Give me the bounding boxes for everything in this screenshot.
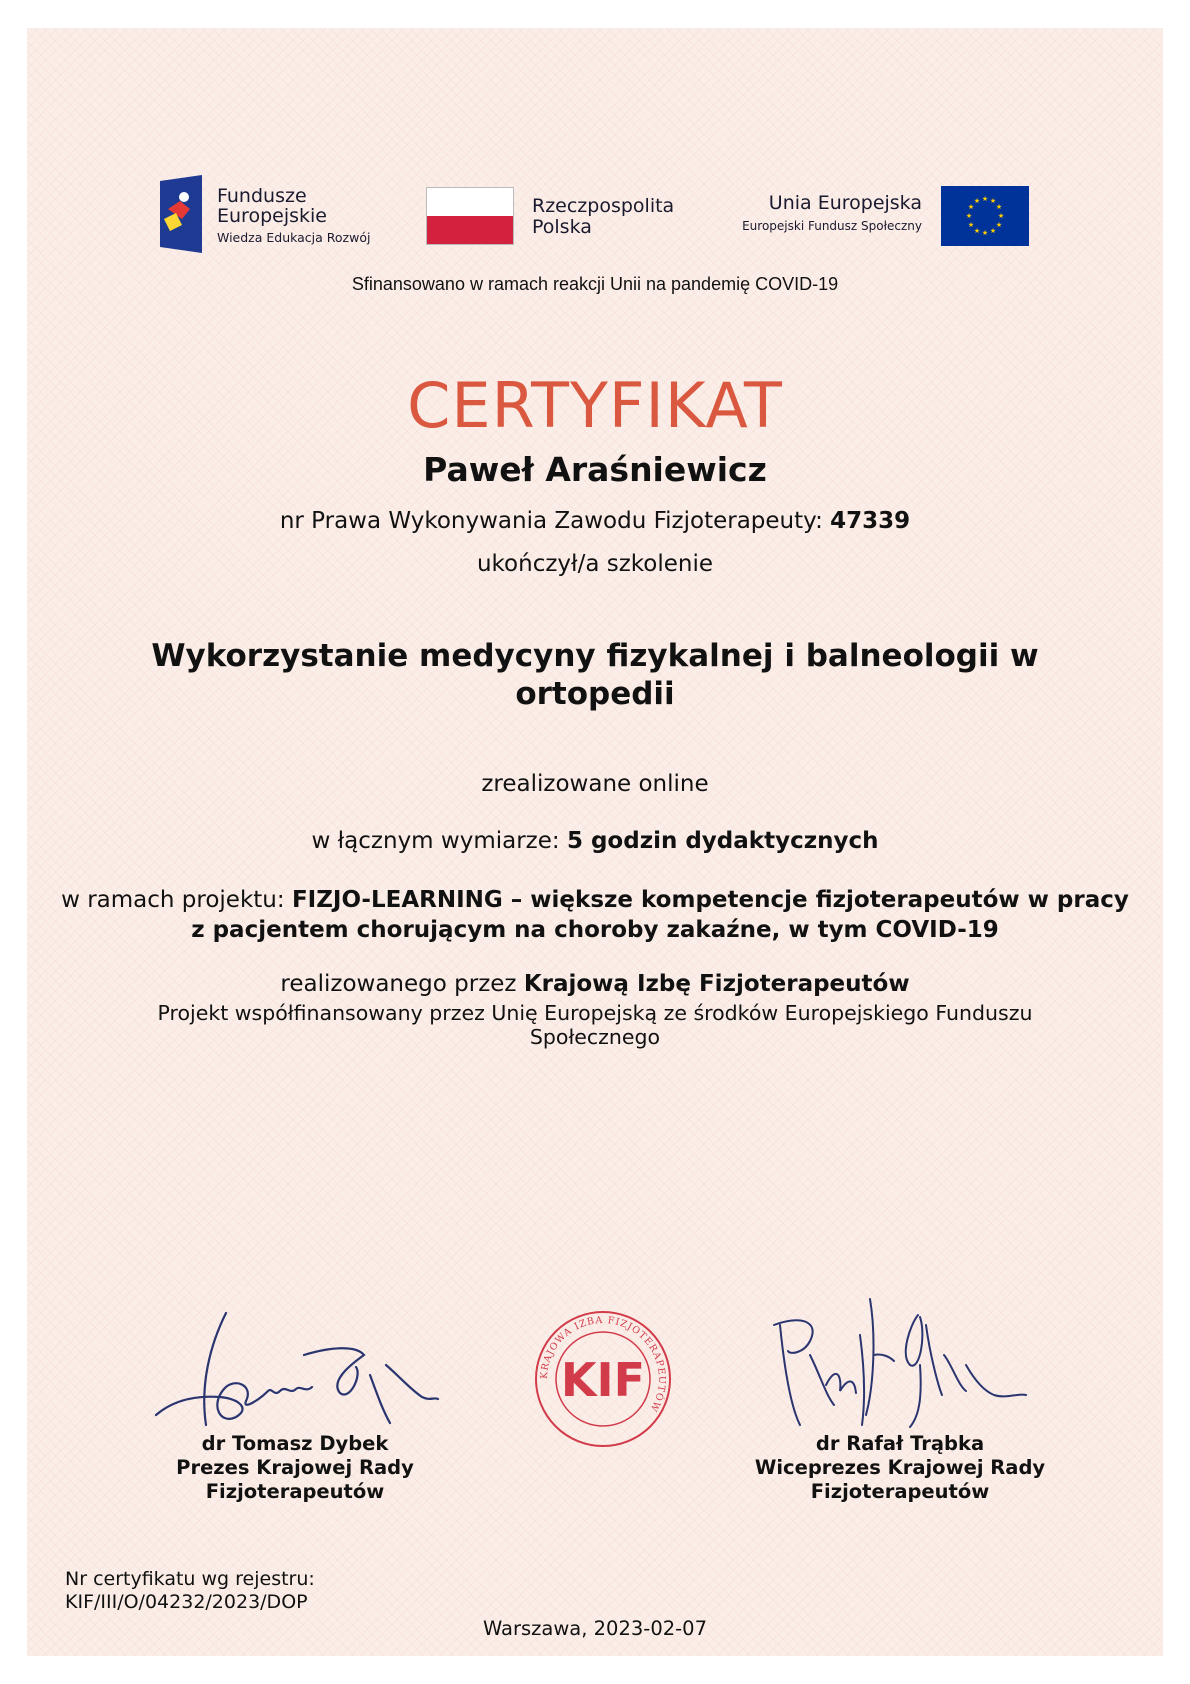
duration-line [0,828,1190,854]
signatory-1 [150,1432,440,1504]
project-line [60,885,1130,945]
realized-by-org: Krajową Izbę Fizjoterapeutów [523,971,910,997]
stamp-logo-text: KIF [560,1353,646,1407]
signatory-1-role-line1: Prezes Krajowej Rady [176,1456,414,1479]
realized-by-label: realizowanego przez [280,971,524,997]
signatory-2-role-line2: Fizjoterapeutów [810,1480,990,1503]
recipient-name: Paweł Araśniewicz [423,450,767,489]
svg-text:★: ★ [989,197,997,205]
stamp-ring-text: KRAJOWA IZBA FIZJOTERAPEUTÓW [538,1314,668,1414]
svg-text:★: ★ [995,221,1003,229]
signatory-1-name: dr Tomasz Dybek [201,1432,389,1455]
registry-label: Nr certyfikatu wg rejestru: [65,1568,315,1590]
fe-logo-subtitle: Wiedza Edukacja Rozwój [217,230,371,245]
certificate-title: CERTYFIKAT [407,369,783,442]
realized-by-line [0,971,1190,997]
course-title: Wykorzystanie medycyny fizykalnej i balneologii w ortopedii [151,638,1039,712]
svg-text:★: ★ [995,203,1003,211]
eu-logo-title: Unia Europejska [768,192,922,214]
svg-text:★: ★ [965,212,973,220]
signature-rafal-trabka [770,1295,1030,1435]
svg-text:★: ★ [973,197,981,205]
delivery-mode: zrealizowane online [481,771,709,797]
duration-label: w łącznym wymiarze: [311,828,567,854]
svg-text:★: ★ [981,229,989,237]
project-name: FIZJO-LEARNING – większe kompetencje fizjoterapeutów w pracy z pacjentem chorującym na choroby zakaźne, w tym COVID-19 [191,887,1129,943]
signature-tomasz-dybek [150,1305,440,1435]
rp-logo-text: Rzeczpospolita Polska [532,195,675,238]
svg-text:★: ★ [967,203,975,211]
completed-text: ukończył/a szkolenie [476,551,714,577]
signatory-2 [730,1432,1070,1504]
svg-text:★: ★ [981,195,989,203]
duration-value: 5 godzin dydaktycznych [566,828,879,854]
license-number: 47339 [830,508,911,534]
place-date: Warszawa, 2023-02-07 [483,1617,707,1640]
svg-text:★: ★ [973,227,981,235]
svg-text:★: ★ [989,227,997,235]
registry-number: KIF/III/O/04232/2023/DOP [65,1591,308,1613]
project-label: w ramach projektu: [61,887,292,913]
signatory-2-role-line1: Wiceprezes Krajowej Rady [754,1456,1046,1479]
svg-text:★: ★ [967,221,975,229]
license-line [0,508,1190,534]
registry-block [65,1568,315,1614]
eu-flag-icon [941,186,1029,246]
signatory-1-role-line2: Fizjoterapeutów [205,1480,385,1503]
kif-stamp-icon [533,1309,673,1449]
fundusze-europejskie-logo-icon [160,175,202,253]
cofinancing-note: Projekt współfinansowany przez Unię Europejską ze środków Europejskiego Funduszu Społecznego [157,1001,1033,1049]
funding-note: Sfinansowano w ramach reakcji Unii na pandemię COVID-19 [351,274,839,294]
signatory-2-name: dr Rafał Trąbka [815,1432,985,1455]
polish-flag-icon [426,187,514,245]
fe-logo-text: Fundusze Europejskie [217,185,327,227]
license-label: nr Prawa Wykonywania Zawodu Fizjoterapeuty: [279,508,831,534]
svg-text:★: ★ [997,212,1005,220]
eu-logo-subtitle: Europejski Fundusz Społeczny [742,219,922,233]
